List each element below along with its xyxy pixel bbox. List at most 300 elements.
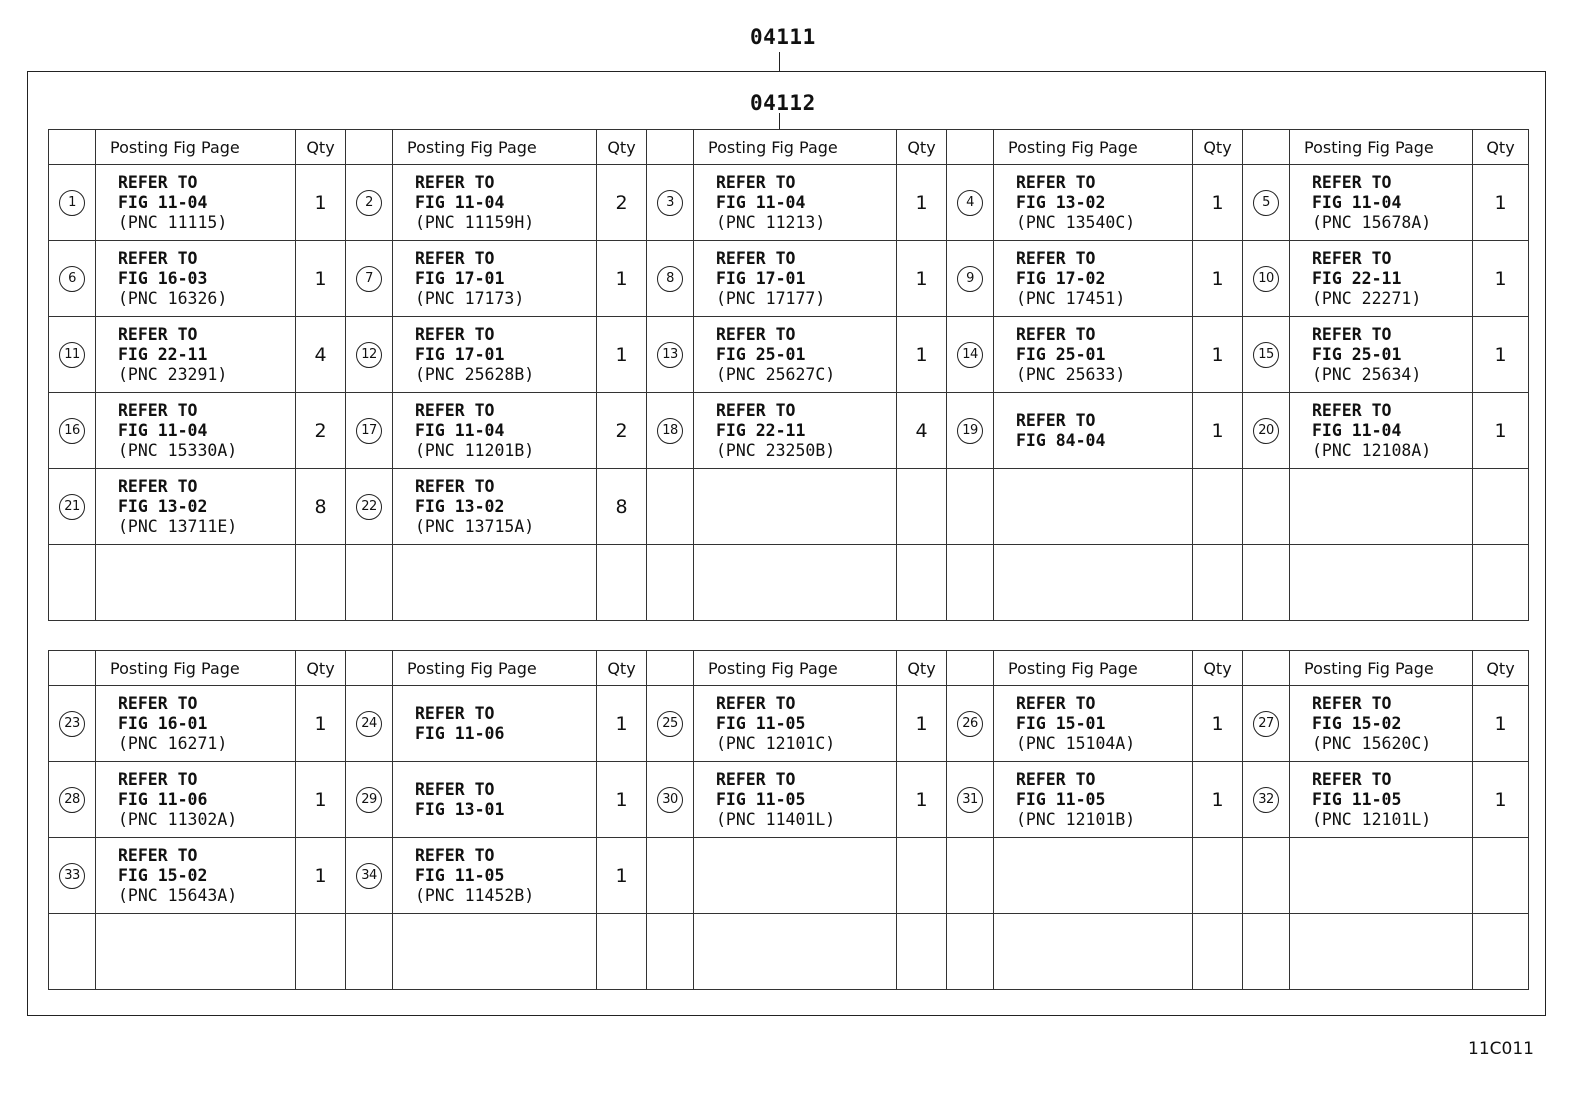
table-row: [49, 838, 1529, 914]
item-number-cell: [346, 241, 393, 317]
item-number-badge: 24: [356, 711, 382, 737]
refer-to-text: REFER TO: [118, 845, 198, 865]
item-number-cell: [1243, 914, 1290, 990]
refer-to-text: REFER TO: [1016, 410, 1096, 430]
header-row: [49, 130, 1529, 165]
header-posting-fig-page: Posting Fig Page: [694, 651, 897, 686]
refer-to-text: REFER TO: [716, 400, 796, 420]
header-number-cell: [947, 651, 994, 686]
refer-to-text: REFER TO: [1312, 248, 1392, 268]
quantity-cell: 2: [597, 165, 647, 241]
posting-reference-cell: [393, 469, 597, 545]
item-number-badge: 22: [356, 494, 382, 520]
quantity-cell: 1: [897, 686, 947, 762]
pnc-text: (PNC 17451): [1016, 288, 1126, 308]
item-number-badge: 21: [59, 494, 85, 520]
outer-leader-line: [779, 52, 780, 71]
item-number-badge: 28: [59, 787, 85, 813]
posting-reference-cell: [393, 838, 597, 914]
pnc-text: (PNC 15643A): [118, 885, 238, 905]
quantity-cell: 1: [1473, 393, 1529, 469]
refer-to-text: REFER TO: [1016, 248, 1096, 268]
item-number-cell: [49, 914, 96, 990]
item-number-badge: 15: [1253, 342, 1279, 368]
quantity-cell: 1: [597, 838, 647, 914]
item-number-badge: 26: [957, 711, 983, 737]
item-number-badge: 31: [957, 787, 983, 813]
posting-reference-cell: [1290, 165, 1473, 241]
posting-reference-cell: [694, 762, 897, 838]
refer-to-text: REFER TO: [118, 400, 198, 420]
posting-reference-cell: [994, 686, 1193, 762]
item-number-cell: [1243, 469, 1290, 545]
quantity-cell: 1: [296, 686, 346, 762]
header-posting-fig-page: Posting Fig Page: [1290, 130, 1473, 165]
quantity-cell: 2: [296, 393, 346, 469]
header-number-cell: [49, 651, 96, 686]
fig-number-text: FIG 17-02: [1016, 268, 1106, 288]
quantity-cell: 1: [597, 317, 647, 393]
fig-number-text: FIG 25-01: [716, 344, 806, 364]
quantity-cell: [1473, 545, 1529, 621]
item-number-cell: [647, 241, 694, 317]
posting-reference-cell: [393, 545, 597, 621]
pnc-text: (PNC 11213): [716, 212, 826, 232]
item-number-badge: 5: [1253, 190, 1279, 216]
fig-number-text: FIG 25-01: [1312, 344, 1402, 364]
pnc-text: (PNC 12101L): [1312, 809, 1432, 829]
pnc-text: (PNC 15678A): [1312, 212, 1432, 232]
quantity-cell: 1: [597, 241, 647, 317]
item-number-cell: [647, 469, 694, 545]
refer-to-text: REFER TO: [118, 769, 198, 789]
pnc-text: (PNC 25627C): [716, 364, 836, 384]
fig-number-text: FIG 17-01: [415, 344, 505, 364]
posting-reference-cell: [694, 914, 897, 990]
header-qty: Qty: [597, 130, 647, 165]
refer-to-text: REFER TO: [118, 693, 198, 713]
quantity-cell: [1473, 838, 1529, 914]
item-number-cell: [647, 686, 694, 762]
refer-to-text: REFER TO: [716, 769, 796, 789]
fig-number-text: FIG 17-01: [415, 268, 505, 288]
posting-reference-cell: [96, 469, 296, 545]
fig-number-text: FIG 13-02: [1016, 192, 1106, 212]
fig-number-text: FIG 11-05: [1016, 789, 1106, 809]
pnc-text: (PNC 12108A): [1312, 440, 1432, 460]
item-number-cell: [346, 914, 393, 990]
item-number-badge: 12: [356, 342, 382, 368]
item-number-cell: [647, 914, 694, 990]
header-posting-fig-page: Posting Fig Page: [1290, 651, 1473, 686]
item-number-badge: 27: [1253, 711, 1279, 737]
refer-to-text: REFER TO: [716, 324, 796, 344]
item-number-badge: 9: [957, 266, 983, 292]
header-posting-fig-page: Posting Fig Page: [994, 130, 1193, 165]
item-number-cell: [1243, 838, 1290, 914]
fig-number-text: FIG 22-11: [716, 420, 806, 440]
posting-reference-cell: [393, 762, 597, 838]
item-number-cell: [947, 241, 994, 317]
quantity-cell: [597, 545, 647, 621]
posting-reference-cell: [994, 469, 1193, 545]
quantity-cell: 1: [1193, 317, 1243, 393]
quantity-cell: 1: [1193, 686, 1243, 762]
pnc-text: (PNC 11159H): [415, 212, 535, 232]
item-number-cell: [1243, 393, 1290, 469]
pnc-text: (PNC 17173): [415, 288, 525, 308]
quantity-cell: 4: [296, 317, 346, 393]
posting-reference-cell: [96, 165, 296, 241]
quantity-cell: [897, 545, 947, 621]
table-row: [49, 165, 1529, 241]
fig-number-text: FIG 11-06: [118, 789, 208, 809]
fig-number-text: FIG 15-01: [1016, 713, 1106, 733]
pnc-text: (PNC 25633): [1016, 364, 1126, 384]
posting-reference-cell: [994, 241, 1193, 317]
quantity-cell: 1: [897, 317, 947, 393]
posting-reference-cell: [96, 838, 296, 914]
posting-reference-cell: [393, 914, 597, 990]
pnc-text: (PNC 11201B): [415, 440, 535, 460]
fig-number-text: FIG 11-04: [118, 420, 208, 440]
quantity-cell: 8: [296, 469, 346, 545]
posting-reference-cell: [1290, 545, 1473, 621]
posting-reference-cell: [694, 165, 897, 241]
posting-reference-cell: [96, 317, 296, 393]
fig-number-text: FIG 17-01: [716, 268, 806, 288]
item-number-cell: [346, 393, 393, 469]
refer-to-text: REFER TO: [415, 845, 495, 865]
header-posting-fig-page: Posting Fig Page: [96, 130, 296, 165]
refer-to-text: REFER TO: [118, 172, 198, 192]
outer-assembly-label: 04111: [750, 25, 816, 49]
pnc-text: (PNC 23250B): [716, 440, 836, 460]
quantity-cell: 2: [597, 393, 647, 469]
item-number-badge: 29: [356, 787, 382, 813]
posting-reference-cell: [694, 686, 897, 762]
refer-to-text: REFER TO: [415, 779, 495, 799]
item-number-cell: [1243, 762, 1290, 838]
quantity-cell: 1: [1193, 393, 1243, 469]
quantity-cell: 1: [296, 838, 346, 914]
posting-reference-cell: [96, 545, 296, 621]
quantity-cell: 1: [1193, 241, 1243, 317]
posting-reference-cell: [1290, 393, 1473, 469]
fig-number-text: FIG 11-04: [716, 192, 806, 212]
fig-number-text: FIG 11-04: [415, 420, 505, 440]
refer-to-text: REFER TO: [118, 324, 198, 344]
item-number-cell: [947, 165, 994, 241]
posting-reference-cell: [1290, 686, 1473, 762]
table-row: [49, 241, 1529, 317]
item-number-cell: [1243, 317, 1290, 393]
item-number-cell: [346, 469, 393, 545]
quantity-cell: 8: [597, 469, 647, 545]
pnc-text: (PNC 13540C): [1016, 212, 1136, 232]
item-number-cell: [647, 545, 694, 621]
quantity-cell: 1: [1193, 165, 1243, 241]
posting-reference-cell: [1290, 914, 1473, 990]
refer-to-text: REFER TO: [415, 248, 495, 268]
item-number-cell: [346, 762, 393, 838]
item-number-badge: 14: [957, 342, 983, 368]
posting-reference-cell: [694, 393, 897, 469]
item-number-badge: 23: [59, 711, 85, 737]
item-number-cell: [49, 469, 96, 545]
item-number-cell: [346, 165, 393, 241]
quantity-cell: [1473, 914, 1529, 990]
fig-number-text: FIG 11-04: [1312, 420, 1402, 440]
pnc-text: (PNC 15620C): [1312, 733, 1432, 753]
quantity-cell: [897, 469, 947, 545]
posting-reference-cell: [994, 914, 1193, 990]
item-number-cell: [947, 762, 994, 838]
table-row: [49, 545, 1529, 621]
table-row: [49, 762, 1529, 838]
header-number-cell: [346, 651, 393, 686]
item-number-cell: [49, 317, 96, 393]
quantity-cell: 1: [1473, 241, 1529, 317]
fig-number-text: FIG 15-02: [118, 865, 208, 885]
item-number-badge: 1: [59, 190, 85, 216]
fig-number-text: FIG 84-04: [1016, 430, 1106, 450]
parts-table-1: [48, 129, 1529, 621]
refer-to-text: REFER TO: [415, 324, 495, 344]
header-qty: Qty: [1193, 651, 1243, 686]
posting-reference-cell: [694, 469, 897, 545]
item-number-cell: [346, 545, 393, 621]
pnc-text: (PNC 11302A): [118, 809, 238, 829]
item-number-badge: 6: [59, 266, 85, 292]
posting-reference-cell: [1290, 317, 1473, 393]
fig-number-text: FIG 11-06: [415, 723, 505, 743]
table-row: [49, 393, 1529, 469]
header-row: [49, 651, 1529, 686]
item-number-cell: [947, 686, 994, 762]
refer-to-text: REFER TO: [716, 172, 796, 192]
refer-to-text: REFER TO: [415, 400, 495, 420]
refer-to-text: REFER TO: [415, 476, 495, 496]
quantity-cell: 1: [296, 762, 346, 838]
refer-to-text: REFER TO: [1312, 324, 1392, 344]
item-number-badge: 19: [957, 418, 983, 444]
item-number-cell: [49, 393, 96, 469]
header-qty: Qty: [597, 651, 647, 686]
header-qty: Qty: [296, 651, 346, 686]
table-row: [49, 914, 1529, 990]
table-row: [49, 686, 1529, 762]
quantity-cell: 1: [897, 241, 947, 317]
quantity-cell: 1: [597, 762, 647, 838]
quantity-cell: 1: [1193, 762, 1243, 838]
item-number-cell: [49, 165, 96, 241]
quantity-cell: [1193, 545, 1243, 621]
fig-number-text: FIG 11-04: [118, 192, 208, 212]
header-number-cell: [947, 130, 994, 165]
quantity-cell: [1473, 469, 1529, 545]
item-number-badge: 25: [657, 711, 683, 737]
posting-reference-cell: [994, 762, 1193, 838]
quantity-cell: [897, 914, 947, 990]
item-number-cell: [647, 165, 694, 241]
item-number-badge: 10: [1253, 266, 1279, 292]
posting-reference-cell: [393, 241, 597, 317]
refer-to-text: REFER TO: [415, 703, 495, 723]
item-number-badge: 7: [356, 266, 382, 292]
pnc-text: (PNC 16326): [118, 288, 228, 308]
posting-reference-cell: [393, 317, 597, 393]
header-qty: Qty: [1473, 651, 1529, 686]
header-number-cell: [346, 130, 393, 165]
fig-number-text: FIG 16-01: [118, 713, 208, 733]
fig-number-text: FIG 11-05: [716, 789, 806, 809]
pnc-text: (PNC 25634): [1312, 364, 1422, 384]
quantity-cell: 4: [897, 393, 947, 469]
refer-to-text: REFER TO: [1312, 769, 1392, 789]
posting-reference-cell: [393, 393, 597, 469]
item-number-cell: [49, 241, 96, 317]
item-number-cell: [647, 317, 694, 393]
inner-assembly-label: 04112: [750, 91, 816, 115]
header-number-cell: [1243, 651, 1290, 686]
pnc-text: (PNC 13715A): [415, 516, 535, 536]
parts-table-2: [48, 650, 1529, 990]
item-number-cell: [49, 838, 96, 914]
fig-number-text: FIG 22-11: [118, 344, 208, 364]
fig-number-text: FIG 22-11: [1312, 268, 1402, 288]
item-number-cell: [1243, 545, 1290, 621]
item-number-cell: [1243, 241, 1290, 317]
posting-reference-cell: [96, 393, 296, 469]
fig-number-text: FIG 11-04: [1312, 192, 1402, 212]
posting-reference-cell: [694, 545, 897, 621]
quantity-cell: [296, 545, 346, 621]
item-number-cell: [947, 914, 994, 990]
item-number-cell: [947, 469, 994, 545]
pnc-text: (PNC 12101C): [716, 733, 836, 753]
item-number-badge: 13: [657, 342, 683, 368]
fig-number-text: FIG 25-01: [1016, 344, 1106, 364]
quantity-cell: [296, 914, 346, 990]
pnc-text: (PNC 15330A): [118, 440, 238, 460]
quantity-cell: 1: [897, 762, 947, 838]
posting-reference-cell: [1290, 241, 1473, 317]
fig-number-text: FIG 11-05: [1312, 789, 1402, 809]
posting-reference-cell: [393, 686, 597, 762]
fig-number-text: FIG 13-02: [415, 496, 505, 516]
fig-number-text: FIG 11-05: [415, 865, 505, 885]
inner-leader-line: [779, 113, 780, 129]
posting-reference-cell: [694, 317, 897, 393]
header-posting-fig-page: Posting Fig Page: [393, 651, 597, 686]
header-posting-fig-page: Posting Fig Page: [393, 130, 597, 165]
item-number-cell: [647, 838, 694, 914]
fig-number-text: FIG 13-02: [118, 496, 208, 516]
item-number-cell: [1243, 165, 1290, 241]
pnc-text: (PNC 16271): [118, 733, 228, 753]
header-number-cell: [1243, 130, 1290, 165]
quantity-cell: 1: [597, 686, 647, 762]
table-row: [49, 469, 1529, 545]
posting-reference-cell: [694, 241, 897, 317]
refer-to-text: REFER TO: [716, 693, 796, 713]
item-number-cell: [947, 393, 994, 469]
item-number-cell: [346, 686, 393, 762]
fig-number-text: FIG 16-03: [118, 268, 208, 288]
item-number-cell: [49, 762, 96, 838]
fig-number-text: FIG 11-04: [415, 192, 505, 212]
item-number-cell: [346, 317, 393, 393]
posting-reference-cell: [393, 165, 597, 241]
pnc-text: (PNC 12101B): [1016, 809, 1136, 829]
pnc-text: (PNC 17177): [716, 288, 826, 308]
item-number-badge: 16: [59, 418, 85, 444]
table-row: [49, 317, 1529, 393]
item-number-cell: [947, 317, 994, 393]
refer-to-text: REFER TO: [1016, 769, 1096, 789]
posting-reference-cell: [994, 545, 1193, 621]
item-number-cell: [647, 393, 694, 469]
item-number-badge: 32: [1253, 787, 1279, 813]
item-number-cell: [49, 686, 96, 762]
fig-number-text: FIG 15-02: [1312, 713, 1402, 733]
item-number-badge: 33: [59, 863, 85, 889]
refer-to-text: REFER TO: [1016, 324, 1096, 344]
pnc-text: (PNC 11401L): [716, 809, 836, 829]
pnc-text: (PNC 22271): [1312, 288, 1422, 308]
item-number-cell: [1243, 686, 1290, 762]
posting-reference-cell: [994, 317, 1193, 393]
posting-reference-cell: [1290, 838, 1473, 914]
document-code: 11C011: [1468, 1039, 1534, 1059]
pnc-text: (PNC 11115): [118, 212, 228, 232]
quantity-cell: [1193, 469, 1243, 545]
quantity-cell: 1: [296, 241, 346, 317]
posting-reference-cell: [96, 241, 296, 317]
posting-reference-cell: [994, 165, 1193, 241]
item-number-badge: 17: [356, 418, 382, 444]
item-number-badge: 4: [957, 190, 983, 216]
refer-to-text: REFER TO: [716, 248, 796, 268]
refer-to-text: REFER TO: [1016, 172, 1096, 192]
posting-reference-cell: [994, 838, 1193, 914]
item-number-badge: 3: [657, 190, 683, 216]
fig-number-text: FIG 13-01: [415, 799, 505, 819]
item-number-cell: [647, 762, 694, 838]
item-number-cell: [346, 838, 393, 914]
refer-to-text: REFER TO: [118, 476, 198, 496]
refer-to-text: REFER TO: [1312, 693, 1392, 713]
header-qty: Qty: [1473, 130, 1529, 165]
quantity-cell: 1: [296, 165, 346, 241]
item-number-badge: 8: [657, 266, 683, 292]
header-posting-fig-page: Posting Fig Page: [96, 651, 296, 686]
header-number-cell: [647, 651, 694, 686]
header-qty: Qty: [897, 651, 947, 686]
item-number-badge: 18: [657, 418, 683, 444]
item-number-cell: [947, 545, 994, 621]
refer-to-text: REFER TO: [1016, 693, 1096, 713]
header-qty: Qty: [897, 130, 947, 165]
header-posting-fig-page: Posting Fig Page: [694, 130, 897, 165]
item-number-badge: 2: [356, 190, 382, 216]
pnc-text: (PNC 15104A): [1016, 733, 1136, 753]
quantity-cell: [1193, 838, 1243, 914]
quantity-cell: [597, 914, 647, 990]
header-qty: Qty: [1193, 130, 1243, 165]
header-qty: Qty: [296, 130, 346, 165]
